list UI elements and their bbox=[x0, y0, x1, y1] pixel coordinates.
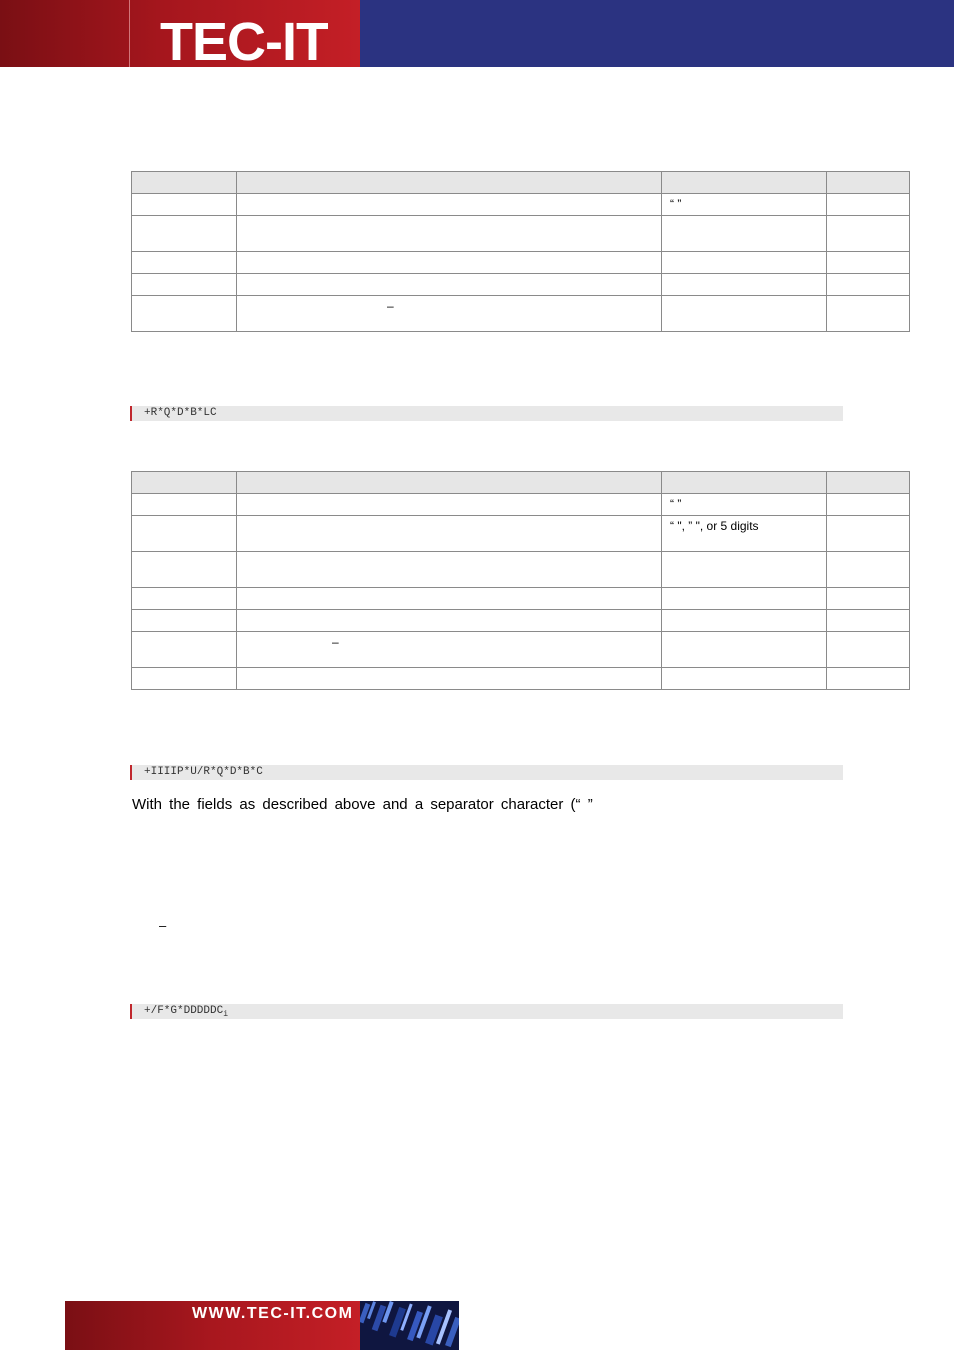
table-row bbox=[132, 632, 910, 668]
table-cell: – bbox=[237, 632, 662, 668]
table-cell bbox=[662, 274, 827, 296]
table-cell: “ ” bbox=[662, 194, 827, 216]
table-cell bbox=[132, 194, 237, 216]
table-cell bbox=[132, 252, 237, 274]
table-cell bbox=[132, 296, 237, 332]
table-row bbox=[132, 588, 910, 610]
table-row bbox=[132, 610, 910, 632]
table-cell bbox=[662, 472, 827, 494]
table-row bbox=[132, 296, 910, 332]
table-cell bbox=[662, 296, 827, 332]
table-row bbox=[132, 516, 910, 552]
list-dash: – bbox=[159, 918, 167, 933]
table-cell bbox=[827, 252, 910, 274]
table-cell bbox=[237, 172, 662, 194]
table-cell bbox=[132, 494, 237, 516]
table-cell bbox=[237, 668, 662, 690]
table-row bbox=[132, 194, 910, 216]
table-header-row bbox=[132, 172, 910, 194]
table-cell bbox=[662, 610, 827, 632]
table-cell: “ ” bbox=[662, 494, 827, 516]
table-cell bbox=[132, 588, 237, 610]
table-cell bbox=[237, 588, 662, 610]
table-cell bbox=[662, 552, 827, 588]
footer-decorative-image bbox=[360, 1301, 459, 1350]
barcode-graphic-icon bbox=[360, 1301, 459, 1350]
table-cell bbox=[827, 632, 910, 668]
table-cell bbox=[132, 610, 237, 632]
table-cell bbox=[827, 216, 910, 252]
code-example-1: +R*Q*D*B*LC bbox=[130, 406, 843, 421]
table-cell bbox=[237, 216, 662, 252]
table-cell bbox=[827, 588, 910, 610]
table-cell bbox=[132, 216, 237, 252]
table-cell bbox=[132, 274, 237, 296]
table-cell bbox=[132, 516, 237, 552]
table-cell bbox=[132, 172, 237, 194]
footer-url[interactable]: WWW.TEC-IT.COM bbox=[192, 1305, 354, 1322]
table-cell bbox=[827, 668, 910, 690]
table-cell bbox=[827, 516, 910, 552]
table-cell bbox=[132, 472, 237, 494]
table-cell bbox=[827, 194, 910, 216]
table-header-row bbox=[132, 472, 910, 494]
table-cell bbox=[132, 632, 237, 668]
code-example-3 bbox=[130, 1004, 843, 1019]
table-cell bbox=[237, 472, 662, 494]
code-text: +/F*G*DDDDDC bbox=[144, 1005, 224, 1017]
table-row bbox=[132, 668, 910, 690]
table-cell bbox=[827, 494, 910, 516]
table-cell bbox=[662, 172, 827, 194]
field-table-1 bbox=[131, 171, 910, 332]
table-cell bbox=[237, 274, 662, 296]
table-cell bbox=[237, 194, 662, 216]
tec-it-logo: TEC-IT bbox=[160, 14, 328, 67]
table-cell bbox=[662, 252, 827, 274]
table-cell bbox=[662, 632, 827, 668]
table-cell bbox=[662, 588, 827, 610]
table-cell bbox=[237, 516, 662, 552]
table-cell bbox=[662, 216, 827, 252]
field-table-2 bbox=[131, 471, 910, 690]
header-banner-red bbox=[0, 0, 360, 67]
table-cell bbox=[827, 552, 910, 588]
header-banner-blue bbox=[360, 0, 954, 67]
table-row bbox=[132, 252, 910, 274]
table-cell bbox=[132, 668, 237, 690]
table-cell: – bbox=[237, 296, 662, 332]
table-cell bbox=[132, 552, 237, 588]
table-row bbox=[132, 216, 910, 252]
table-cell bbox=[237, 252, 662, 274]
table-cell bbox=[662, 668, 827, 690]
table-cell bbox=[827, 172, 910, 194]
table-cell bbox=[237, 494, 662, 516]
table-cell bbox=[827, 296, 910, 332]
table-cell: “ ", ” ", or 5 digits bbox=[662, 516, 827, 552]
header-divider bbox=[129, 0, 130, 67]
table-cell bbox=[827, 472, 910, 494]
table-row bbox=[132, 274, 910, 296]
table-row bbox=[132, 494, 910, 516]
code-example-2: +IIIIP*U/R*Q*D*B*C bbox=[130, 765, 843, 780]
table-cell bbox=[827, 610, 910, 632]
table-cell bbox=[237, 552, 662, 588]
table-cell bbox=[827, 274, 910, 296]
code-subscript: i bbox=[223, 1010, 229, 1020]
table-row bbox=[132, 552, 910, 588]
body-paragraph: With the fields as described above and a separator character (“ ” bbox=[132, 796, 593, 813]
table-cell bbox=[237, 610, 662, 632]
